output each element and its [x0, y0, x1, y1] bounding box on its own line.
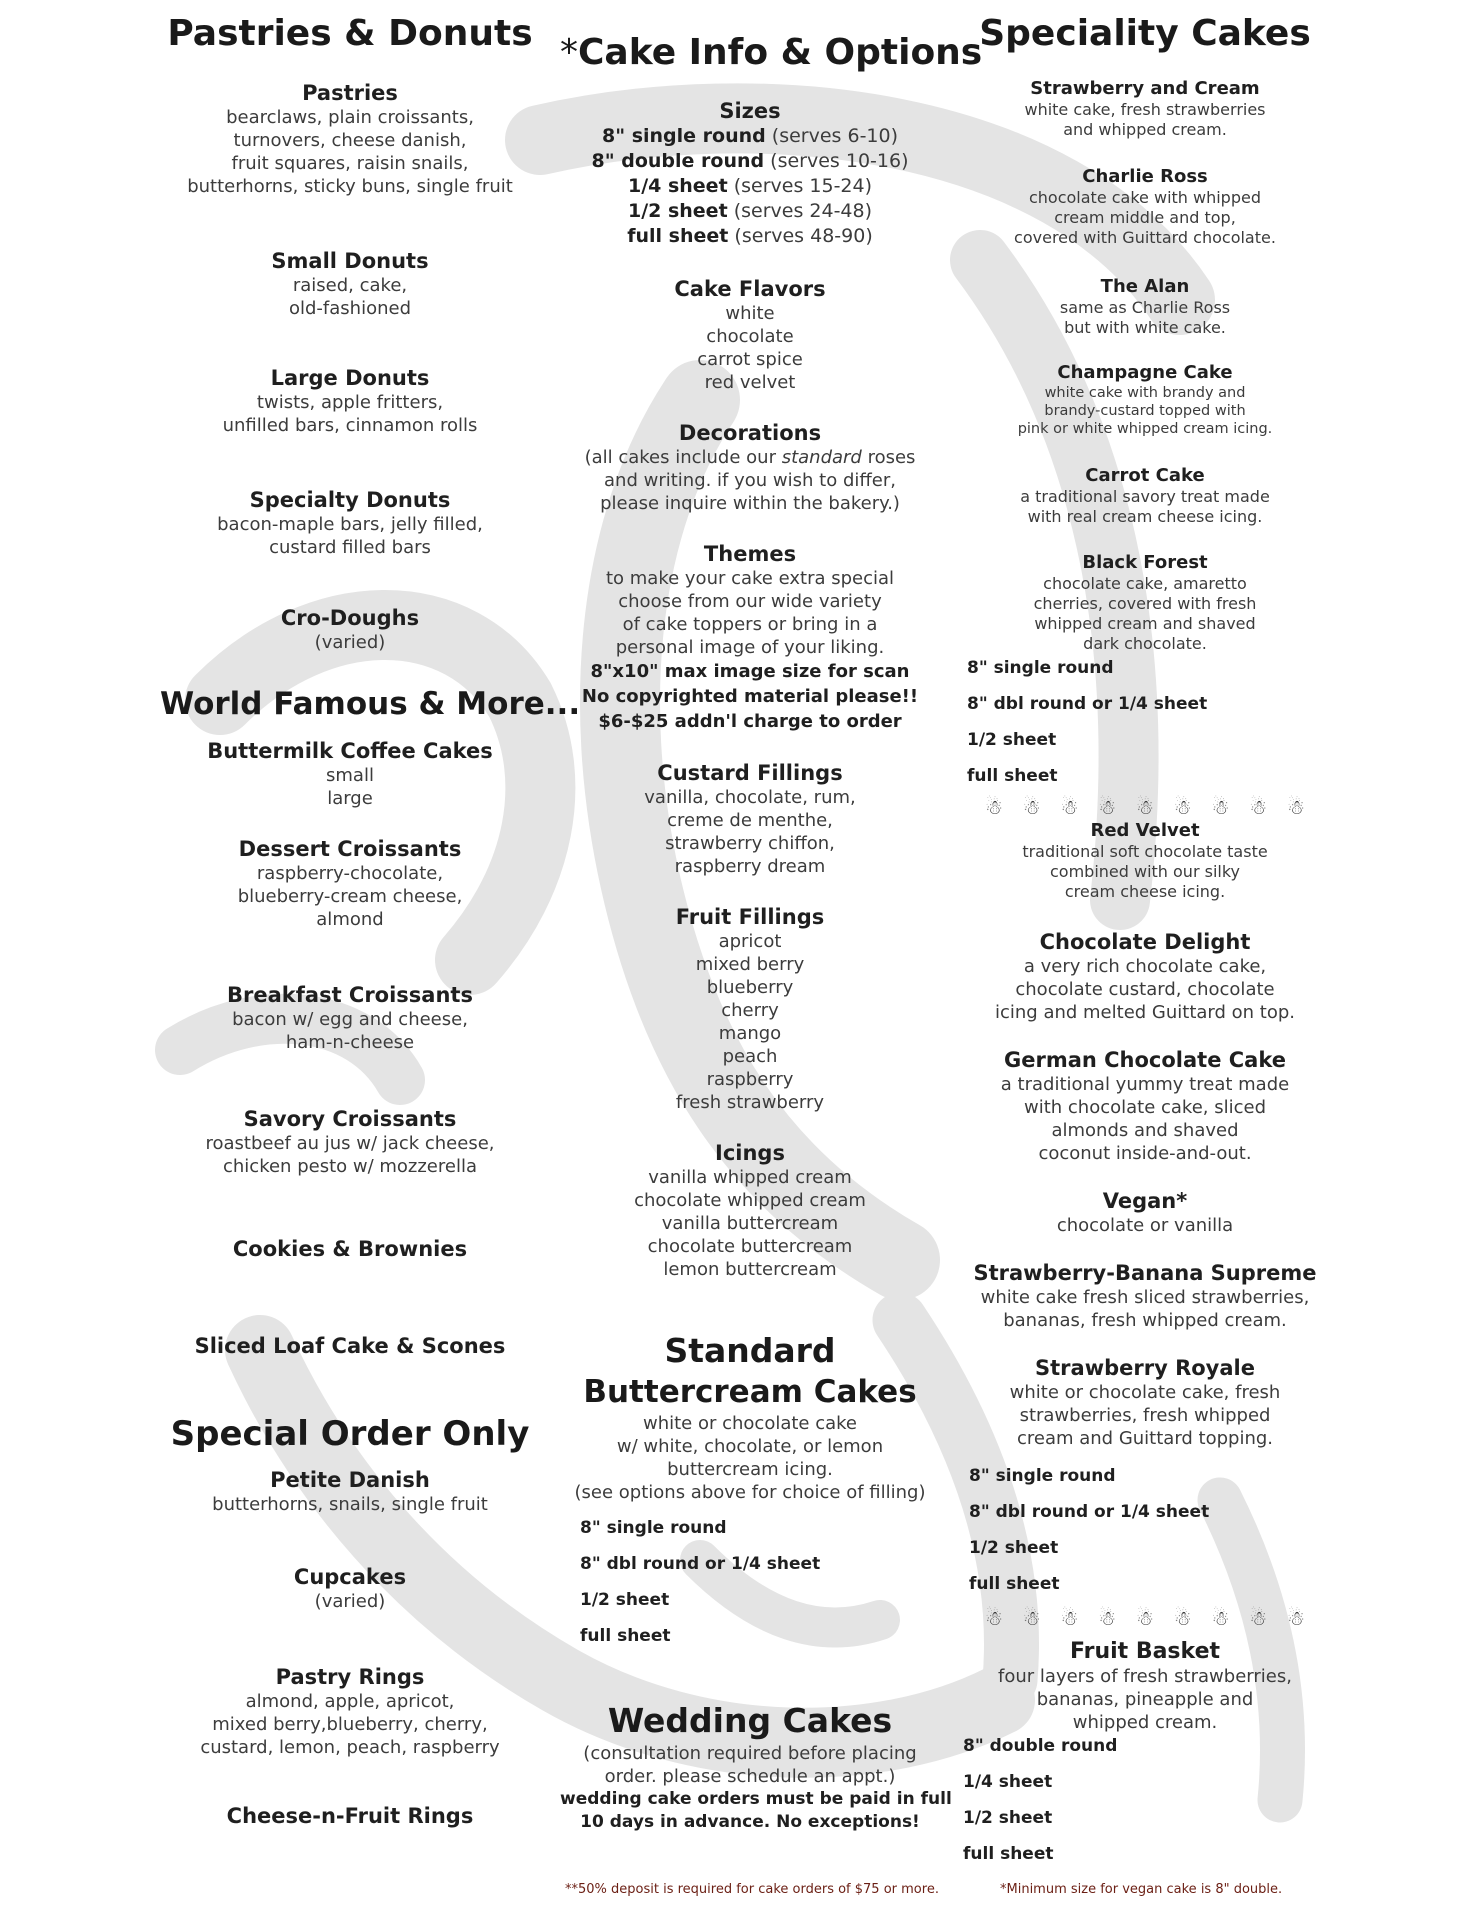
cake-name: German Chocolate Cake	[1003, 1048, 1286, 1072]
item-savory-croissants	[160, 1106, 540, 1178]
cake-icon: ☃	[1022, 1606, 1041, 1630]
cake-icon: ☃	[1060, 1606, 1079, 1630]
themes-bold-line: No copyrighted material please!!	[581, 686, 919, 707]
icing: chocolate buttercream	[647, 1236, 853, 1257]
item-loaf-cake-scones	[160, 1333, 540, 1359]
section-heading: Decorations	[678, 421, 822, 445]
price-size-label: 8" dbl round or 1/4 sheet	[967, 694, 1208, 714]
cake-fruit-basket	[955, 1638, 1335, 1734]
flavor: chocolate	[706, 326, 794, 347]
item-line: old-fashioned	[288, 298, 411, 319]
wedding-bold-line: wedding cake orders must be paid in full	[560, 1789, 952, 1809]
item-line: mixed berry,blueberry, cherry,	[212, 1714, 488, 1735]
price-size-label: 8" dbl round or 1/4 sheet	[580, 1554, 821, 1574]
price-size-label: 1/2 sheet	[963, 1808, 1053, 1828]
section-title-world-famous: World Famous & More...	[160, 686, 581, 722]
decorations-line: and writing. if you wish to differ,	[604, 470, 896, 491]
item-line: raspberry-chocolate,	[256, 863, 444, 884]
cake-line: bananas, pineapple and	[1036, 1689, 1254, 1710]
item-line: bearclaws, plain croissants,	[226, 107, 474, 128]
cake-icon: ☃	[1060, 795, 1079, 819]
price-size-label: 8" single round	[580, 1518, 727, 1538]
price-size-label: 8" double round	[963, 1736, 1118, 1756]
item-line: (varied)	[314, 1591, 386, 1612]
cake-icon: ☃	[1211, 1606, 1230, 1630]
fruit-fillings-section	[560, 904, 940, 1114]
wedding-description	[560, 1742, 952, 1834]
size-row: 1/2 sheet (serves 24-48)	[627, 200, 873, 222]
section-heading: Custard Fillings	[657, 761, 843, 785]
item-line: twists, apple fritters,	[256, 392, 444, 413]
themes-line: choose from our wide variety	[618, 591, 882, 612]
description-line: (consultation required before placing	[583, 1743, 917, 1764]
section-heading: Cake Flavors	[674, 277, 826, 301]
filling: raspberry	[706, 1069, 794, 1090]
cake-icon: ☃	[985, 795, 1003, 819]
cake-name: Chocolate Delight	[1039, 930, 1251, 954]
title-asterisk: *	[560, 32, 578, 73]
cake-line: with chocolate cake, sliced	[1023, 1097, 1267, 1118]
decorations-line: please inquire within the bakery.)	[600, 493, 900, 514]
cake-red-velvet	[955, 820, 1335, 902]
cake-line: but with white cake.	[1064, 318, 1226, 337]
cake-icon: ☃	[1287, 795, 1305, 819]
cake-charlie-ross	[955, 166, 1335, 248]
cake-strawberry-royale	[955, 1355, 1335, 1450]
themes-bold-line: $6-$25 addn'l charge to order	[598, 711, 902, 732]
cake-line: whipped cream.	[1072, 1712, 1218, 1733]
cake-line: white cake, fresh strawberries	[1024, 100, 1266, 119]
section-title-buttercream-cakes: Buttercream Cakes	[583, 1374, 917, 1410]
flavor: white	[725, 303, 775, 324]
price-size-label: 8" dbl round or 1/4 sheet	[969, 1502, 1210, 1522]
divider-cake-icons	[985, 1606, 1305, 1630]
cake-icon: ☃	[1211, 795, 1230, 819]
cake-name: Champagne Cake	[1057, 362, 1233, 383]
divider-cake-icons	[985, 795, 1305, 819]
item-line: butterhorns, snails, single fruit	[212, 1494, 488, 1515]
cake-name: Vegan*	[1102, 1189, 1188, 1213]
cake-line: almonds and shaved	[1051, 1120, 1239, 1141]
cake-chocolate-delight	[955, 929, 1335, 1024]
vegan-size-note: *Minimum size for vegan cake is 8" double.	[1000, 1882, 1283, 1897]
cake-icon: ☃	[1249, 795, 1268, 819]
price-size-label: 1/2 sheet	[967, 730, 1057, 750]
section-heading: Fruit Fillings	[675, 905, 825, 929]
section-title-speciality-cakes: Speciality Cakes	[979, 13, 1311, 54]
item-petite-danish	[160, 1467, 540, 1516]
filling: apricot	[718, 931, 782, 952]
cake-icon: ☃	[1287, 1606, 1305, 1630]
cake-line: chocolate cake, amaretto	[1043, 574, 1247, 593]
cake-black-forest	[955, 552, 1335, 654]
cake-icon: ☃	[1022, 795, 1041, 819]
title-text: Cake Info & Options	[578, 32, 983, 73]
cake-german-chocolate	[955, 1047, 1335, 1165]
item-large-donuts	[160, 365, 540, 437]
sizes-section	[560, 98, 940, 249]
cake-name: Red Velvet	[1090, 820, 1200, 841]
section-title-wedding-cakes: Wedding Cakes	[607, 1701, 893, 1740]
cake-the-alan	[955, 276, 1335, 338]
standard-description	[560, 1412, 940, 1504]
price-size-label: 1/2 sheet	[969, 1538, 1059, 1558]
filling: fresh strawberry	[675, 1092, 825, 1113]
filling: mango	[718, 1023, 782, 1044]
cake-champagne	[955, 362, 1335, 438]
description-line: order. please schedule an appt.)	[604, 1766, 896, 1787]
cake-icon: ☃	[1098, 795, 1117, 819]
cake-icon: ☃	[1136, 1606, 1154, 1630]
cake-line: a traditional savory treat made	[1020, 487, 1270, 506]
item-pastry-rings	[160, 1664, 540, 1759]
item-name: Small Donuts	[271, 249, 429, 273]
wedding-bold-line: 10 days in advance. No exceptions!	[580, 1812, 920, 1832]
cake-name: Carrot Cake	[1085, 465, 1205, 486]
cake-line: white cake with brandy and	[1044, 385, 1246, 401]
cake-icon: ☃	[1173, 795, 1192, 819]
item-name: Cookies & Brownies	[232, 1237, 468, 1261]
price-size-label: 1/2 sheet	[580, 1590, 670, 1610]
cake-strawberry-cream	[955, 78, 1335, 140]
cake-line: chocolate or vanilla	[1056, 1215, 1234, 1236]
cake-name: The Alan	[1100, 276, 1190, 297]
size-row: 1/4 sheet (serves 15-24)	[627, 175, 873, 197]
icing: chocolate whipped cream	[634, 1190, 866, 1211]
item-line: turnovers, cheese danish,	[233, 130, 467, 151]
item-line: fruit squares, raisin snails,	[231, 153, 469, 174]
cake-line: dark chocolate.	[1083, 634, 1207, 653]
item-cookies-brownies	[160, 1236, 540, 1262]
price-size-label: full sheet	[969, 1574, 1060, 1594]
price-size-label: 8" single round	[969, 1466, 1116, 1486]
item-name: Cheese-n-Fruit Rings	[226, 1804, 474, 1828]
themes-line: of cake toppers or bring in a	[622, 614, 878, 635]
item-name: Cro-Doughs	[280, 606, 420, 630]
cake-line: combined with our silky	[1049, 862, 1240, 881]
flavor: red velvet	[704, 372, 796, 393]
cake-name: Strawberry-Banana Supreme	[973, 1261, 1317, 1285]
item-line: roastbeef au jus w/ jack cheese,	[205, 1133, 495, 1154]
item-line: ham-n-cheese	[285, 1032, 415, 1053]
cake-line: covered with Guittard chocolate.	[1014, 228, 1276, 247]
section-heading: Themes	[703, 542, 797, 566]
filling: creme de menthe,	[667, 810, 833, 831]
item-cupcakes	[160, 1564, 540, 1613]
item-breakfast-croissants	[160, 982, 540, 1054]
cake-line: white or chocolate cake, fresh	[1009, 1382, 1281, 1403]
item-name: Breakfast Croissants	[227, 983, 473, 1007]
themes-bold-line: 8"x10" max image size for scan	[590, 661, 910, 682]
flavors-section	[560, 276, 940, 394]
cake-name: Charlie Ross	[1082, 166, 1208, 187]
item-name: Dessert Croissants	[238, 837, 462, 861]
cake-line: chocolate custard, chocolate	[1015, 979, 1275, 1000]
themes-line: personal image of your liking.	[615, 637, 885, 658]
item-name: Large Donuts	[270, 366, 430, 390]
cake-line: cream middle and top,	[1054, 208, 1236, 227]
icing: vanilla buttercream	[661, 1213, 839, 1234]
cake-line: a traditional yummy treat made	[1000, 1074, 1290, 1095]
item-name: Sliced Loaf Cake & Scones	[194, 1334, 506, 1358]
cake-line: pink or white whipped cream icing.	[1017, 421, 1273, 437]
size-row: full sheet (serves 48-90)	[627, 225, 873, 247]
cake-name: Black Forest	[1082, 552, 1208, 573]
section-title-standard: Standard	[664, 1331, 836, 1370]
price-size-label: 8" single round	[967, 658, 1114, 678]
flavor: carrot spice	[697, 349, 803, 370]
filling: mixed berry	[695, 954, 805, 975]
item-line: (varied)	[314, 632, 386, 653]
cake-icon: ☃	[1249, 1606, 1268, 1630]
item-name: Pastries	[302, 81, 398, 105]
item-specialty-donuts	[160, 487, 540, 559]
size-row: 8" double round (serves 10-16)	[591, 150, 909, 172]
item-line: chicken pesto w/ mozzerella	[223, 1156, 477, 1177]
item-line: almond	[316, 909, 384, 930]
cake-line: brandy-custard topped with	[1044, 403, 1246, 419]
filling: strawberry chiffon,	[665, 833, 835, 854]
cake-line: chocolate cake with whipped	[1028, 188, 1261, 207]
item-line: blueberry-cream cheese,	[237, 886, 463, 907]
item-line: bacon w/ egg and cheese,	[232, 1009, 468, 1030]
cake-line: cream cheese icing.	[1064, 882, 1226, 901]
item-line: small	[326, 765, 374, 786]
cake-vegan	[955, 1188, 1335, 1237]
item-line: custard filled bars	[269, 537, 431, 558]
icing: vanilla whipped cream	[648, 1167, 852, 1188]
icings-section	[560, 1140, 940, 1281]
section-heading: Icings	[715, 1141, 785, 1165]
cake-line: cream and Guittard topping.	[1016, 1428, 1274, 1449]
item-line: bacon-maple bars, jelly filled,	[217, 514, 483, 535]
item-line: raised, cake,	[292, 275, 408, 296]
cake-line: same as Charlie Ross	[1059, 298, 1231, 317]
size-row: 8" single round (serves 6-10)	[601, 125, 899, 147]
cake-line: bananas, fresh whipped cream.	[1003, 1310, 1287, 1331]
description-line: buttercream icing.	[667, 1459, 833, 1480]
cake-line: and whipped cream.	[1063, 120, 1227, 139]
custard-fillings-section	[560, 760, 940, 878]
filling: raspberry dream	[674, 856, 826, 877]
item-pastries	[160, 80, 540, 198]
price-size-label: full sheet	[580, 1626, 671, 1646]
item-coffee-cakes	[160, 738, 540, 810]
filling: peach	[722, 1046, 778, 1067]
icing: lemon buttercream	[663, 1259, 837, 1280]
cake-name: Fruit Basket	[1069, 1639, 1221, 1664]
filling: cherry	[721, 1000, 779, 1021]
item-cro-doughs	[160, 605, 540, 654]
cake-line: icing and melted Guittard on top.	[994, 1002, 1296, 1023]
item-line: custard, lemon, peach, raspberry	[200, 1737, 500, 1758]
item-line: butterhorns, sticky buns, single fruit	[187, 176, 513, 197]
price-size-label: 1/4 sheet	[963, 1772, 1053, 1792]
decorations-section	[560, 420, 940, 515]
cake-line: coconut inside-and-out.	[1038, 1143, 1252, 1164]
cake-icon: ☃	[1173, 1606, 1192, 1630]
filling: blueberry	[706, 977, 794, 998]
cake-line: with real cream cheese icing.	[1027, 507, 1263, 526]
filling: vanilla, chocolate, rum,	[644, 787, 856, 808]
cake-line: a very rich chocolate cake,	[1023, 956, 1267, 977]
item-line: large	[327, 788, 373, 809]
description-line: (see options above for choice of filling)	[574, 1482, 926, 1503]
decorations-line: (all cakes include our standard roses	[584, 447, 916, 468]
cake-line: whipped cream and shaved	[1034, 614, 1256, 633]
cake-line: strawberries, fresh whipped	[1019, 1405, 1271, 1426]
cake-line: traditional soft chocolate taste	[1022, 842, 1268, 861]
item-name: Specialty Donuts	[249, 488, 451, 512]
cake-carrot	[955, 465, 1335, 527]
item-cheese-fruit-rings	[160, 1803, 540, 1829]
section-title-pastries-donuts: Pastries & Donuts	[167, 13, 533, 54]
section-heading: Sizes	[719, 99, 781, 123]
item-name: Cupcakes	[293, 1565, 407, 1589]
item-name: Pastry Rings	[275, 1665, 425, 1689]
item-line: almond, apple, apricot,	[245, 1691, 455, 1712]
deposit-note: **50% deposit is required for cake orders of $75 or more.	[565, 1882, 939, 1897]
cake-icon: ☃	[1136, 795, 1154, 819]
description-line: white or chocolate cake	[642, 1413, 857, 1434]
description-line: w/ white, chocolate, or lemon	[616, 1436, 884, 1457]
cake-name: Strawberry and Cream	[1030, 78, 1260, 99]
themes-line: to make your cake extra special	[605, 568, 895, 589]
item-small-donuts	[160, 248, 540, 320]
cake-icon: ☃	[985, 1606, 1003, 1630]
price-size-label: full sheet	[963, 1844, 1054, 1864]
item-name: Petite Danish	[270, 1468, 430, 1492]
section-title-cake-info	[560, 30, 983, 76]
item-name: Buttermilk Coffee Cakes	[207, 739, 493, 763]
section-title-special-order: Special Order Only	[170, 1414, 530, 1454]
price-size-label: full sheet	[967, 766, 1058, 786]
cake-line: four layers of fresh strawberries,	[998, 1666, 1292, 1687]
themes-section	[560, 541, 940, 734]
cake-line: white cake fresh sliced strawberries,	[980, 1287, 1310, 1308]
item-dessert-croissants	[160, 836, 540, 931]
item-name: Savory Croissants	[243, 1107, 457, 1131]
item-line: unfilled bars, cinnamon rolls	[222, 415, 478, 436]
cake-line: cherries, covered with fresh	[1033, 594, 1257, 613]
cake-name: Strawberry Royale	[1035, 1356, 1255, 1380]
cake-strawberry-banana-supreme	[955, 1260, 1335, 1332]
cake-icon: ☃	[1098, 1606, 1117, 1630]
